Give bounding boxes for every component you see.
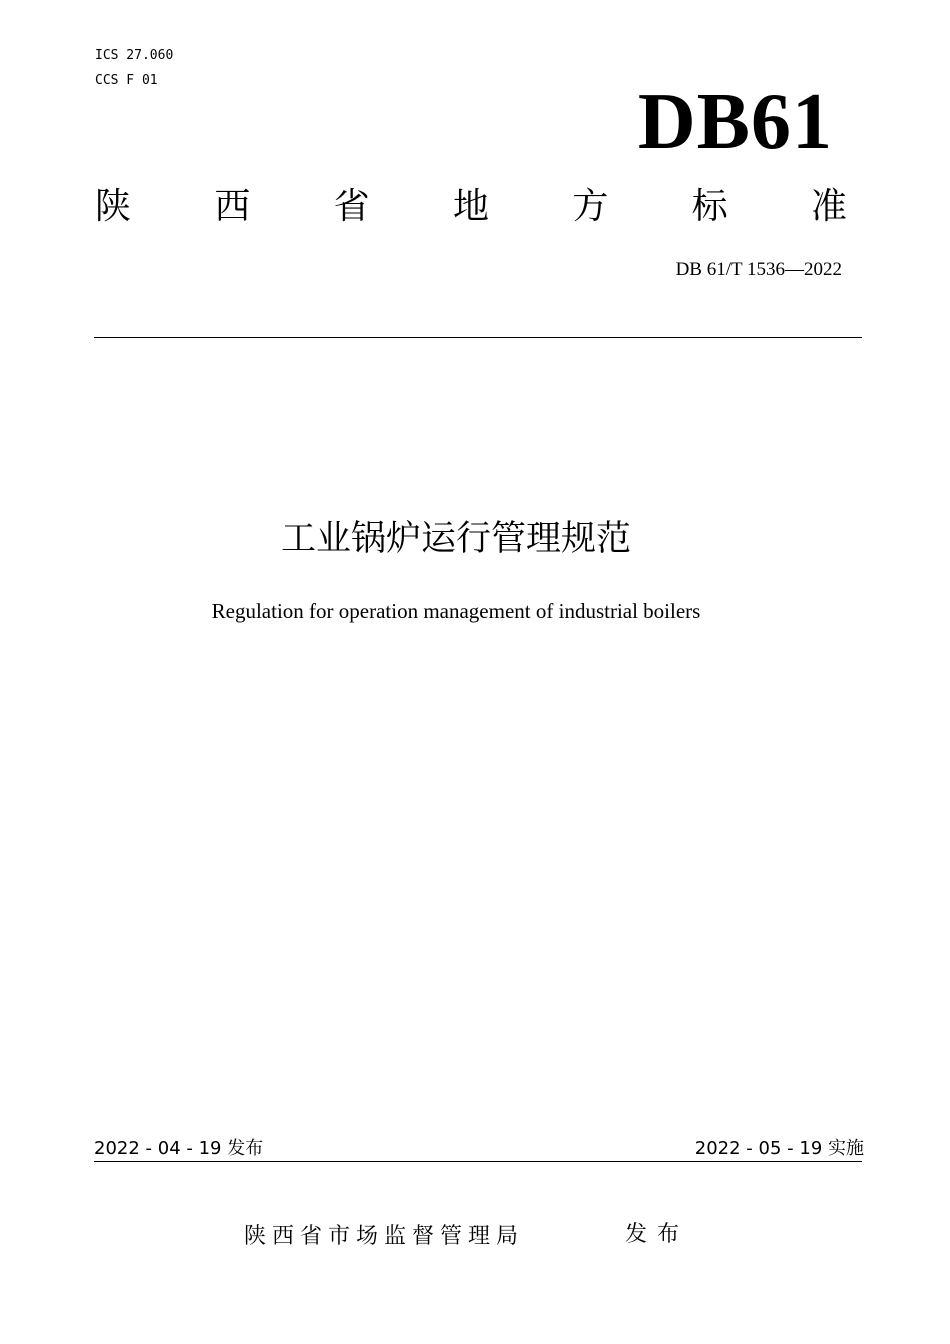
ccs-code: CCS F 01 — [95, 73, 158, 88]
top-divider — [94, 337, 862, 338]
standard-type-char: 陕 — [95, 186, 132, 227]
effective-date: 2022 - 05 - 19 实施 — [694, 1138, 864, 1159]
issue-date: 2022 - 04 - 19 发布 — [94, 1138, 264, 1159]
standard-type-char: 准 — [810, 186, 847, 227]
document-title-english: Regulation for operation management of industrial boilers — [211, 599, 701, 623]
ics-code: ICS 27.060 — [95, 48, 174, 63]
standard-type-char: 标 — [691, 186, 728, 227]
standard-type-char: 地 — [452, 186, 489, 227]
bottom-divider — [94, 1161, 862, 1162]
standard-type-char: 省 — [333, 186, 370, 227]
standard-type-char: 方 — [572, 186, 609, 227]
issuing-action: 发布 — [625, 1222, 690, 1247]
standard-type-heading — [95, 184, 847, 230]
standard-type-char: 西 — [214, 186, 251, 227]
standard-logo: DB61 — [637, 78, 833, 166]
standard-number: DB 61/T 1536—2022 — [675, 259, 842, 280]
document-title: 工业锅炉运行管理规范 — [280, 519, 631, 559]
issuing-authority: 陕西省市场监督管理局 — [244, 1224, 525, 1249]
